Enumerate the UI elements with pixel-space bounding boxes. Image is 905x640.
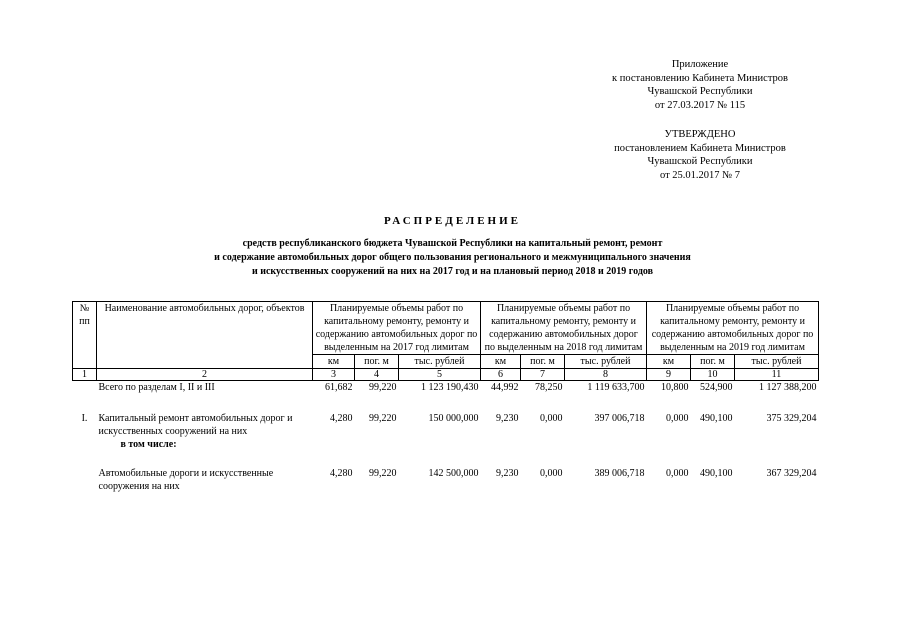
document-title: РАСПРЕДЕЛЕНИЕ — [383, 215, 521, 227]
cell-km-2018: 9,230 — [496, 413, 519, 424]
cell-rub-2017: 150 000,000 — [428, 413, 479, 424]
table-row-roads — [73, 467, 819, 493]
column-index: 8 — [565, 369, 647, 381]
row-name-text: Капитальный ремонт автомобильных дорог и искусственных сооружений на них — [98, 413, 293, 437]
row-name — [97, 412, 313, 451]
subtitle-line-2: и содержание автомобильных дорог общего пользования регионального и межмуниципального значения — [214, 252, 691, 263]
cell-pm-2019: 490,100 — [700, 468, 733, 479]
cell-rub-2018: 389 006,718 — [594, 468, 645, 479]
column-index: 11 — [735, 369, 819, 381]
cell-pm-2017: 99,220 — [369, 382, 397, 393]
column-index: 2 — [97, 369, 313, 381]
header-rub-2019: тыс. рублей — [735, 355, 819, 369]
cell-rub-2017: 1 123 190,430 — [421, 382, 479, 393]
header-plan-2019: Планируемые объемы работ по капитальному ремонту, ремонту и содержанию автомобильных дорог по выделенным на 2019 год лимитам — [647, 302, 819, 355]
appendix-line-3: Чувашской Республики — [647, 86, 753, 97]
header-km-2018: км — [481, 355, 521, 369]
approved-block — [560, 128, 840, 182]
subtitle-line-1: средств республиканского бюджета Чувашской Республики на капитальный ремонт, ремонт — [242, 238, 663, 249]
column-index: 3 — [313, 369, 355, 381]
cell-pm-2019: 524,900 — [700, 382, 733, 393]
cell-rub-2018: 397 006,718 — [594, 413, 645, 424]
cell-pm-2018: 0,000 — [540, 413, 563, 424]
cell-pm-2018: 78,250 — [535, 382, 563, 393]
cell-km-2018: 44,992 — [491, 382, 519, 393]
row-name-text: Автомобильные дороги и искусственные сооружения на них — [98, 468, 274, 492]
column-index: 10 — [691, 369, 735, 381]
approved-line-1: УТВЕРЖДЕНО — [664, 129, 736, 140]
approved-line-2: постановлением Кабинета Министров — [614, 142, 786, 154]
cell-km-2017: 61,682 — [325, 382, 353, 393]
cell-pm-2018: 0,000 — [540, 468, 563, 479]
column-index: 4 — [355, 369, 399, 381]
header-number: № пп — [73, 302, 97, 369]
cell-rub-2019: 1 127 388,200 — [759, 382, 817, 393]
column-index: 7 — [521, 369, 565, 381]
header-road-name: Наименование автомобильных дорог, объектов — [97, 302, 313, 369]
cell-km-2017: 4,280 — [330, 468, 353, 479]
table-row-section-1 — [73, 412, 819, 451]
column-index: 5 — [399, 369, 481, 381]
appendix-line-2: к постановлению Кабинета Министров — [612, 72, 788, 84]
row-name — [97, 381, 313, 395]
distribution-table — [72, 301, 819, 493]
column-index: 9 — [647, 369, 691, 381]
header-plan-2017: Планируемые объемы работ по капитальному ремонту, ремонту и содержанию автомобильных дорог по выделенным на 2017 год лимитам — [313, 302, 481, 355]
header-pm-2017: пог. м — [355, 355, 399, 369]
table-row-total — [73, 381, 819, 395]
cell-pm-2017: 99,220 — [369, 468, 397, 479]
cell-km-2019: 10,800 — [661, 382, 689, 393]
appendix-block — [560, 58, 840, 112]
approved-line-3: Чувашской Республики — [647, 156, 753, 167]
row-subtext: в том числе: — [120, 439, 177, 450]
cell-rub-2018: 1 119 633,700 — [587, 382, 645, 393]
header-km-2017: км — [313, 355, 355, 369]
row-number — [73, 381, 97, 395]
header-plan-2018: Планируемые объемы работ по капитальному ремонту, ремонту и содержанию автомобильных дорог по выделенным на 2018 год лимитам — [481, 302, 647, 355]
row-name — [97, 467, 313, 493]
row-name-text: Всего по разделам I, II и III — [98, 382, 215, 393]
cell-km-2017: 4,280 — [330, 413, 353, 424]
column-index: 1 — [73, 369, 97, 381]
row-number — [73, 467, 97, 493]
cell-km-2019: 0,000 — [666, 468, 689, 479]
appendix-line-1: Приложение — [671, 59, 729, 70]
header-pm-2018: пог. м — [521, 355, 565, 369]
cell-km-2019: 0,000 — [666, 413, 689, 424]
row-number: I. — [81, 413, 88, 424]
approved-line-4: от 25.01.2017 № 7 — [659, 169, 741, 181]
column-index: 6 — [481, 369, 521, 381]
subtitle-line-3: и искусственных сооружений на них на 2017 год и на плановый период 2018 и 2019 годов — [251, 266, 654, 277]
appendix-line-4: от 27.03.2017 № 115 — [654, 99, 746, 111]
cell-rub-2019: 375 329,204 — [766, 413, 817, 424]
cell-rub-2017: 142 500,000 — [428, 468, 479, 479]
header-rub-2017: тыс. рублей — [399, 355, 481, 369]
document-subtitle — [130, 237, 775, 279]
cell-pm-2019: 490,100 — [700, 413, 733, 424]
cell-km-2018: 9,230 — [496, 468, 519, 479]
header-rub-2018: тыс. рублей — [565, 355, 647, 369]
cell-pm-2017: 99,220 — [369, 413, 397, 424]
cell-rub-2019: 367 329,204 — [766, 468, 817, 479]
header-km-2019: км — [647, 355, 691, 369]
header-pm-2019: пог. м — [691, 355, 735, 369]
